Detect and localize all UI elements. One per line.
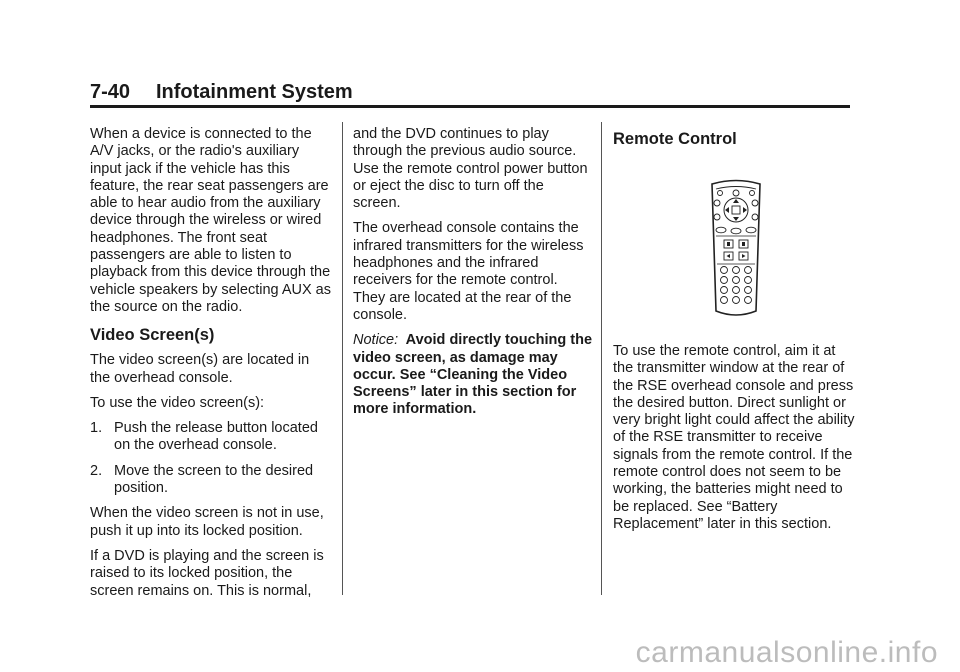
section-title: Infotainment System <box>156 81 353 103</box>
paragraph: and the DVD continues to play through the previous audio source. Use the remote control power button or eject the disc to turn off the screen. <box>353 126 588 212</box>
paragraph: When the video screen is not in use, push it up into its locked position. <box>90 505 324 539</box>
paragraph: The overhead console contains the infrared transmitters for the wireless headphones and the infrared receivers for the remote control. They are located at the rear of the console. <box>353 220 584 323</box>
remote-control-icon <box>704 179 768 319</box>
column-divider <box>342 122 343 595</box>
list-text: Push the release button located on the overhead console. <box>114 420 318 454</box>
list-number: 2. <box>90 462 103 479</box>
page-number: 7-40 <box>90 81 131 103</box>
paragraph: To use the video screen(s): <box>90 394 265 411</box>
paragraph: If a DVD is playing and the screen is raised to its locked position, the screen remains on. This is normal, <box>90 547 324 599</box>
notice-text: Avoid directly touching the video screen, as damage may occur. See “Cleaning the Video Screens” later in this section for more information. <box>353 332 593 418</box>
notice <box>353 332 593 418</box>
list-text: Move the screen to the desired position. <box>114 462 314 497</box>
paragraph: To use the remote control, aim it at the transmitter window at the rear of the RSE overhead console and press the desired button. Direct sunlight or very bright light could affect the ability of the RSE transmitter to receive signals from the remote control. If the remote control does not seem to be working, the batteries might need to be replaced. See “Battery Replacement” later in this section. <box>613 343 855 532</box>
notice-label: Notice: <box>353 332 399 349</box>
video-screens-heading: Video Screen(s) <box>90 326 215 345</box>
list-number: 1. <box>90 420 103 437</box>
watermark: carmanualsonline.info <box>635 636 938 669</box>
column-1 <box>90 126 332 608</box>
list-item <box>90 463 332 498</box>
remote-control-heading: Remote Control <box>613 130 737 148</box>
intro-paragraph: When a device is connected to the A/V jacks, or the radio's auxiliary input jack if the vehicle has this feature, the rear seat passengers are able to hear audio from the auxiliary device through the wireless or wired headphones. The front seat passengers are able to listen to playback from this device through the vehicle speakers by selecting AUX as the source on the radio. <box>90 126 331 315</box>
page-header <box>90 79 850 108</box>
list-item <box>90 420 332 455</box>
column-divider <box>601 122 602 595</box>
column-3 <box>613 126 858 541</box>
column-2 <box>353 126 593 427</box>
paragraph: The video screen(s) are located in the overhead console. <box>90 352 310 386</box>
